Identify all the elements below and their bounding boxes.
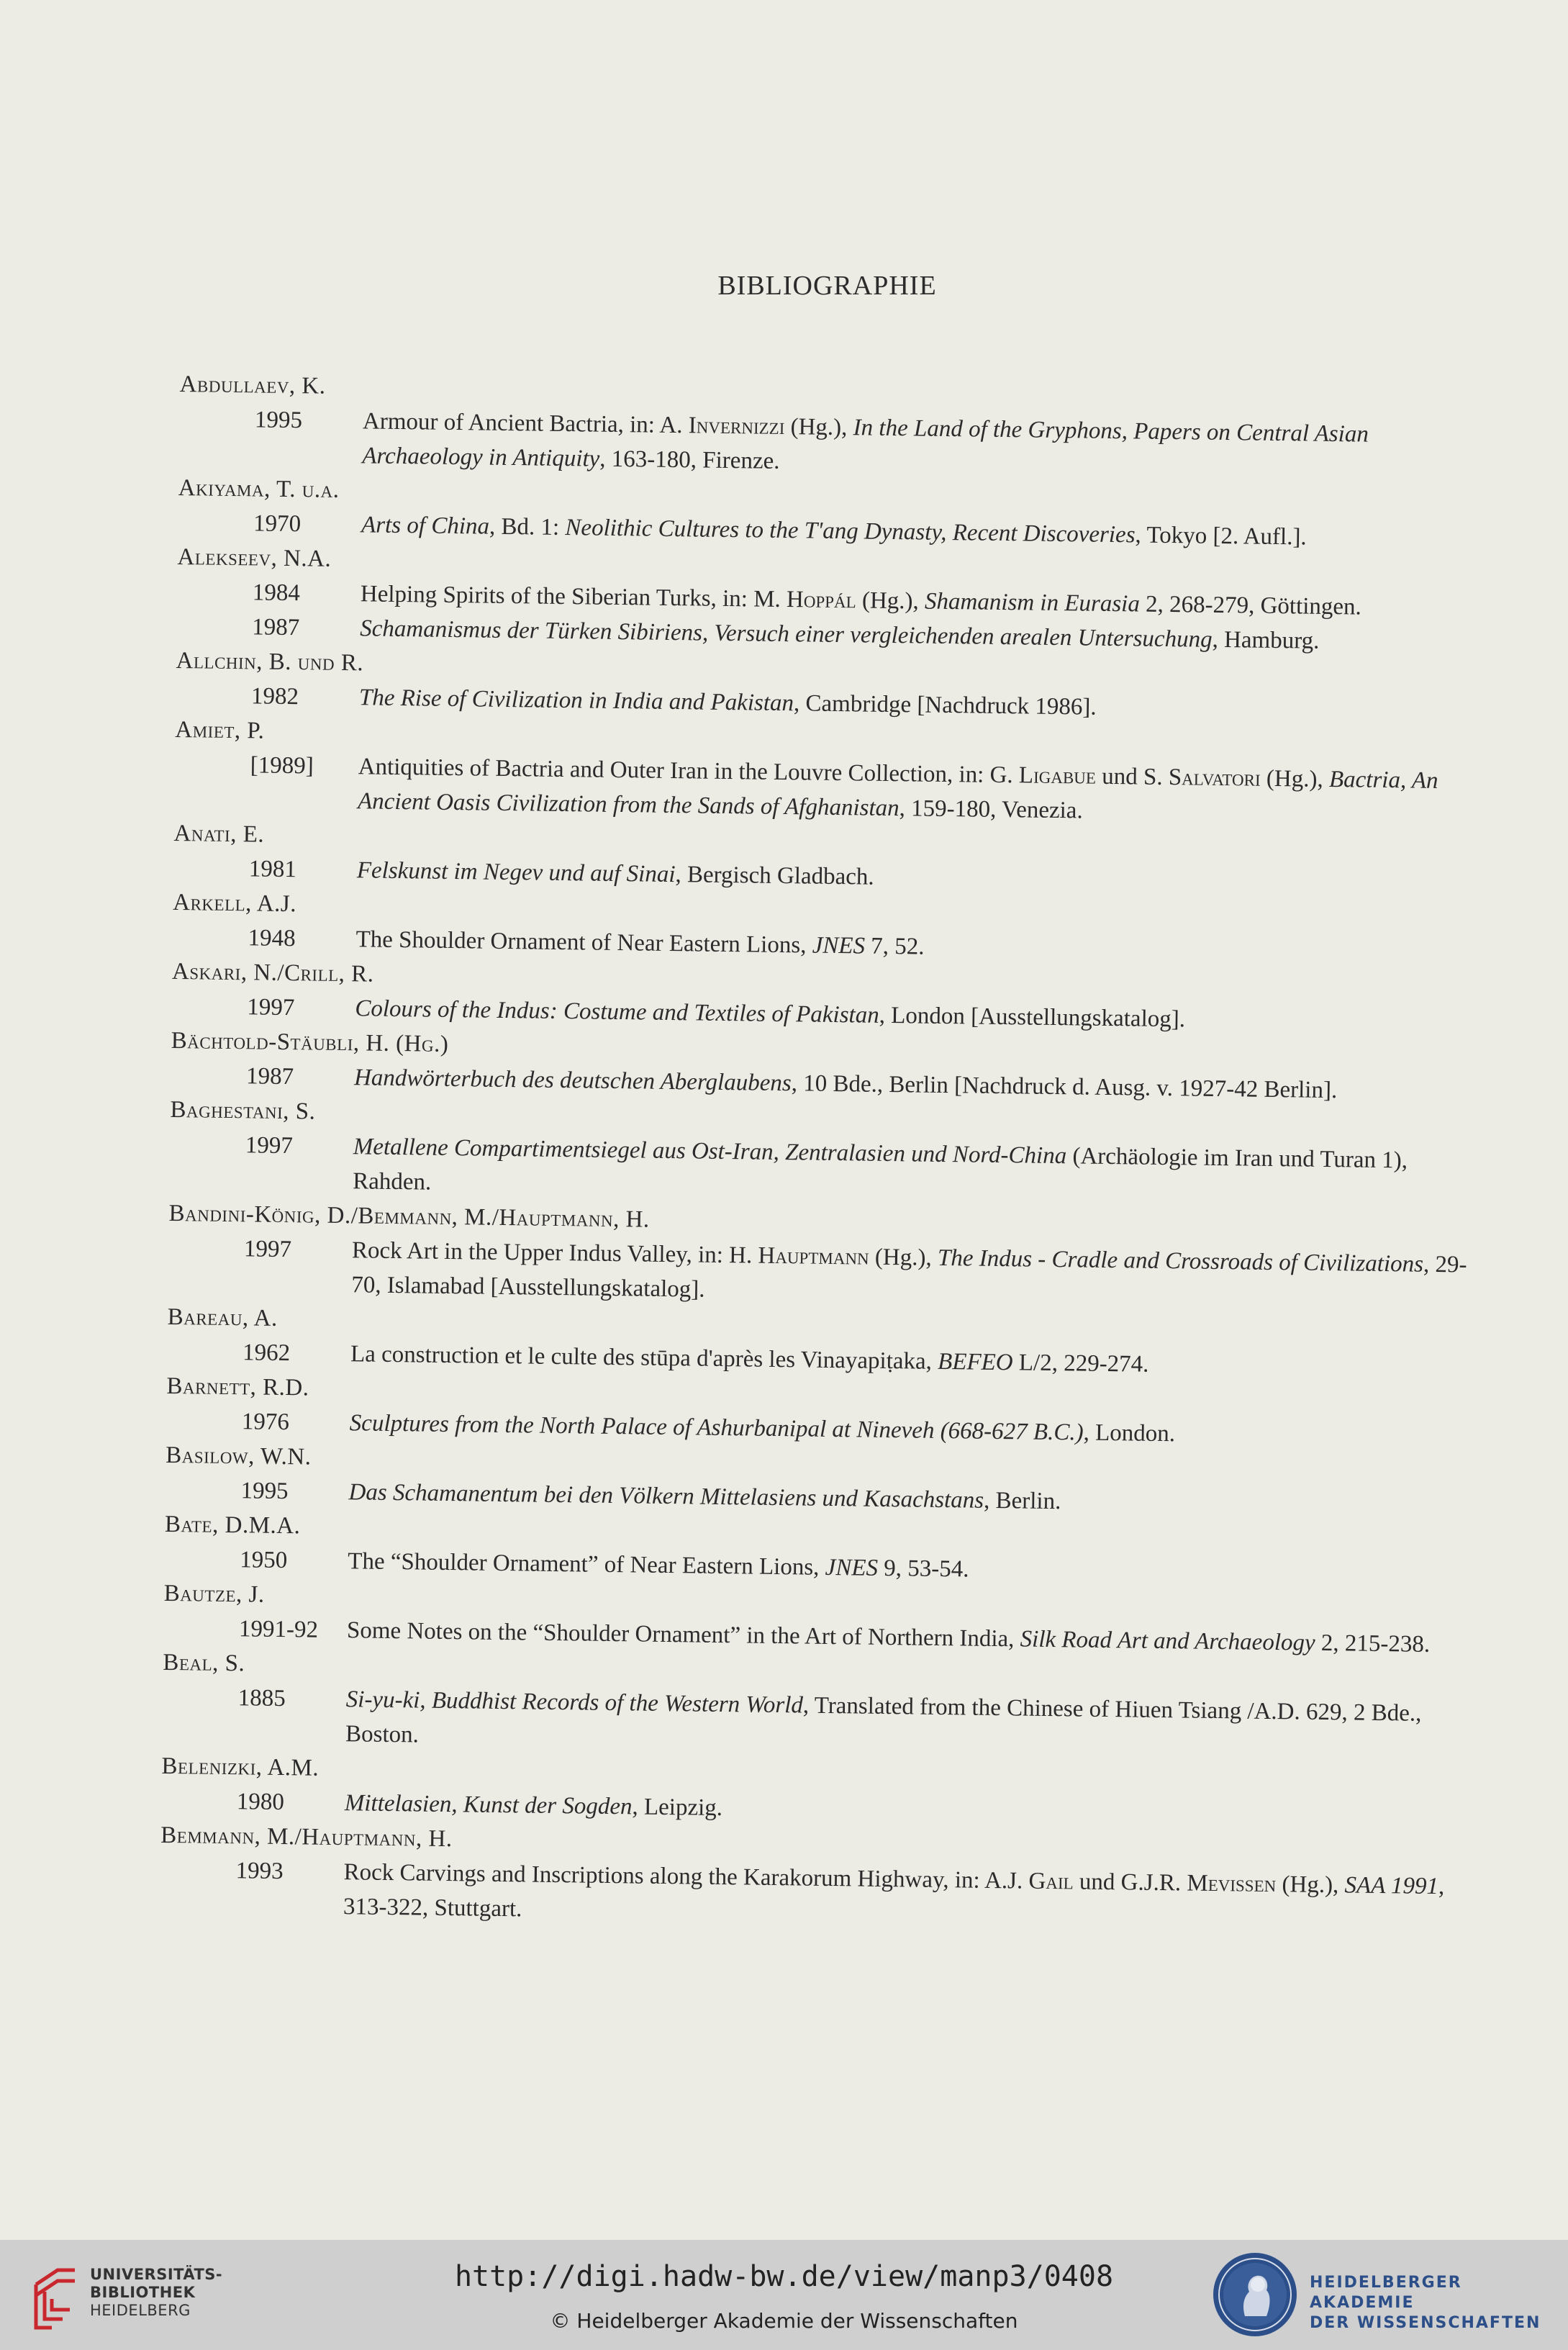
- bib-author: Anati, E.: [173, 820, 265, 848]
- bib-text-part: 9, 53-54.: [877, 1555, 969, 1583]
- academy-seal-icon[interactable]: [1210, 2250, 1300, 2339]
- bib-entry-text: [351, 1233, 1478, 1316]
- bib-title-italic: JNES: [812, 932, 866, 959]
- bib-author: Barnett, R.D.: [166, 1373, 309, 1401]
- bib-text-part: , Tokyo [2. Aufl.].: [1135, 522, 1307, 551]
- bib-entry-text: [358, 749, 1485, 833]
- bib-text-part: , Translated from the Chinese of Hiuen Tsiang /A.D. 629, 2 Bde., Boston.: [345, 1692, 1422, 1748]
- bib-text-part: , Hamburg.: [1212, 626, 1320, 654]
- bib-text-part: Antiquities of Bactria and Outer Iran in the Louvre Collection, in: G.: [358, 754, 1020, 789]
- bib-entry-year: 1995: [254, 407, 303, 434]
- bib-text-part: , London.: [1083, 1419, 1176, 1447]
- bib-entry-year: 1997: [247, 994, 295, 1021]
- bib-author: Bareau, A.: [167, 1303, 278, 1332]
- permalink-url[interactable]: http://digi.hadw-bw.de/view/manp3/0408: [454, 2260, 1114, 2293]
- bib-text-part: , 313-322, Stuttgart.: [343, 1874, 1445, 1922]
- bib-author: Arkell, A.J.: [173, 889, 297, 918]
- bib-title-italic: The Rise of Civilization in India and Pakistan: [358, 684, 794, 717]
- bib-text-part: Rock Art in the Upper Indus Valley, in: H.: [351, 1237, 758, 1269]
- bib-title-italic: Neolithic Cultures to the T'ang Dynasty, Recent Discoveries: [565, 515, 1136, 548]
- bib-entry-year: 1987: [252, 614, 300, 641]
- library-name-line: HEIDELBERG: [90, 2302, 191, 2319]
- bib-entry-year: 1970: [253, 510, 302, 538]
- bib-entry-year: 1997: [243, 1236, 292, 1263]
- bib-author: Abdullaev, K.: [179, 371, 326, 399]
- bib-text-part: (Hg.),: [869, 1244, 938, 1271]
- bib-entry-year: 1984: [252, 579, 301, 607]
- bib-title-italic: Arts of China: [361, 512, 490, 540]
- bib-author: Belenizki, A.M.: [161, 1753, 320, 1781]
- bib-text-part: (Hg.),: [784, 414, 853, 441]
- bib-author: Alekseev, N.A.: [177, 543, 332, 572]
- bib-text-part: , Bd. 1:: [489, 513, 566, 541]
- bib-entry-text: [362, 404, 1489, 487]
- bib-text-part: , 163-180, Firenze.: [599, 446, 780, 474]
- academy-name[interactable]: [1310, 2273, 1568, 2333]
- bib-author: Amiet, P.: [175, 716, 265, 744]
- bib-author: Allchin, B. und R.: [176, 647, 364, 677]
- bib-title-italic: Handwörterbuch des deutschen Aberglaubens: [353, 1065, 792, 1097]
- bib-author: Akiyama, T. u.a.: [178, 474, 340, 503]
- bib-author: Baghestani, S.: [170, 1096, 316, 1125]
- bib-entry-year: [1989]: [250, 752, 314, 779]
- bib-editor-name: Ligabue: [1018, 762, 1097, 790]
- bib-title-italic: Schamanismus der Türken Sibiriens, Versuch einer vergleichenden arealen Untersuchung: [360, 615, 1213, 653]
- bib-entry-year: 1948: [248, 925, 296, 952]
- bib-author: Bandini-König, D./Bemmann, M./Hauptmann, H.: [168, 1200, 650, 1233]
- bib-author: Bemmann, M./Hauptmann, H.: [160, 1822, 453, 1853]
- bib-entry-text: [343, 1855, 1470, 1938]
- bib-text-part: L/2, 229-274.: [1012, 1350, 1149, 1378]
- bib-title-italic: Metallene Compartimentsiegel aus Ost-Iran, Zentralasien und Nord-China: [353, 1134, 1067, 1170]
- bib-text-part: Some Notes on the “Shoulder Ornament” in the Art of Northern India,: [346, 1617, 1020, 1653]
- academy-name-line: DER WISSENSCHAFTEN: [1310, 2314, 1541, 2332]
- academy-name-line: HEIDELBERGER AKADEMIE: [1310, 2274, 1462, 2312]
- bib-title-italic: The Indus - Cradle and Crossroads of Civilizations: [937, 1244, 1424, 1278]
- bib-text-part: , 10 Bde., Berlin [Nachdruck d. Ausg. v. 1927-42 Berlin].: [791, 1070, 1338, 1104]
- bibliography-list: [160, 367, 1490, 1939]
- bib-text-part: (Hg.),: [1276, 1871, 1345, 1899]
- bib-editor-name: Hoppál: [786, 587, 856, 614]
- bib-title-italic: In the Land of the Gryphons, Papers on Central Asian Archaeology in Antiquity: [362, 415, 1369, 472]
- bib-title-italic: Si-yu-ki, Buddhist Records of the Western World: [345, 1686, 804, 1719]
- bib-text-part: , Bergisch Gladbach.: [675, 862, 874, 890]
- bib-entry-year: 1995: [240, 1478, 289, 1505]
- bib-title-italic: Felskunst im Negev und auf Sinai: [356, 857, 676, 888]
- bib-title-italic: BEFEO: [937, 1348, 1013, 1376]
- bib-text-part: , 159-180, Venezia.: [899, 795, 1083, 824]
- bib-text-part: The Shoulder Ornament of Near Eastern Lions,: [355, 926, 812, 959]
- bib-text-part: (Hg.),: [1260, 765, 1330, 792]
- bib-entry-year: 1950: [240, 1547, 288, 1574]
- bib-author: Bautze, J.: [163, 1580, 265, 1608]
- bib-text-part: , 29-70, Islamabad [Ausstellungskatalog].: [351, 1251, 1467, 1303]
- bib-text-part: (Archäologie im Iran und Turan 1), Rahden.: [352, 1143, 1408, 1196]
- viewer-footer: [0, 2240, 1568, 2350]
- bib-entry-year: 1982: [250, 683, 299, 710]
- bib-title-italic: JNES: [825, 1554, 879, 1581]
- bib-author: Beal, S.: [163, 1649, 245, 1677]
- library-name-line: BIBLIOTHEK: [90, 2284, 196, 2301]
- bib-text-part: Helping Spirits of the Siberian Turks, in: M.: [360, 581, 787, 613]
- bib-entry-text: [353, 1129, 1479, 1213]
- bib-text-part: (Hg.),: [856, 587, 925, 615]
- bib-entry-year: 1993: [235, 1858, 284, 1885]
- bib-entry-year: 1962: [242, 1339, 291, 1367]
- bib-editor-name: Mevissen: [1187, 1870, 1277, 1898]
- bib-entry-year: 1991-92: [238, 1616, 319, 1643]
- bib-entry-year: 1981: [248, 856, 297, 883]
- bib-author: Askari, N./Crill, R.: [171, 958, 374, 988]
- bib-text-part: Armour of Ancient Bactria, in: A.: [362, 408, 689, 439]
- bib-entry-year: 1885: [237, 1685, 286, 1712]
- bib-author: Basilow, W.N.: [165, 1442, 312, 1470]
- bib-entry-year: 1976: [241, 1409, 290, 1436]
- bib-editor-name: Gail: [1028, 1868, 1074, 1895]
- bib-text-part: 2, 215-238.: [1315, 1630, 1431, 1658]
- bib-editor-name: Salvatori: [1168, 764, 1261, 792]
- page-title: BIBLIOGRAPHIE: [717, 271, 937, 301]
- bib-entry-year: 1987: [245, 1063, 294, 1090]
- bib-author: Bächtold-Stäubli, H. (Hg.): [171, 1027, 449, 1057]
- bib-title-italic: Das Schamanentum bei den Völkern Mittelasiens und Kasachstans: [348, 1479, 984, 1514]
- bib-text-part: , Cambridge [Nachdruck 1986].: [793, 690, 1097, 720]
- bib-author: Bate, D.M.A.: [164, 1511, 301, 1540]
- bib-title-italic: Mittelasien, Kunst der Sogden: [344, 1790, 633, 1820]
- bib-title-italic: Colours of the Indus: Costume and Textiles of Pakistan: [355, 995, 879, 1029]
- bib-editor-name: Hauptmann: [758, 1242, 869, 1270]
- bib-entry-year: 1997: [245, 1132, 294, 1160]
- bib-title-italic: SAA 1991: [1344, 1872, 1439, 1900]
- bib-entry-text: [345, 1682, 1472, 1766]
- bib-title-italic: Sculptures from the North Palace of Ashurbanipal at Nineveh (668-627 B.C.): [349, 1410, 1084, 1446]
- bib-text-part: La construction et le culte des stūpa d'après les Vinayapiṭaka,: [350, 1341, 938, 1375]
- bib-entry-year: 1980: [236, 1789, 285, 1816]
- bib-title-italic: Bactria, An Ancient Oasis Civilization from the Sands of Afghanistan: [357, 766, 1438, 822]
- bib-text-part: , Leipzig.: [632, 1794, 723, 1822]
- copyright-notice: © Heidelberger Akademie der Wissenschaften: [550, 2309, 1018, 2333]
- bib-text-part: und S.: [1095, 763, 1169, 791]
- bib-text-part: , London [Ausstellungskatalog].: [879, 1002, 1186, 1033]
- bib-title-italic: Silk Road Art and Archaeology: [1020, 1626, 1315, 1656]
- bib-title-italic: Shamanism in Eurasia: [924, 588, 1141, 618]
- bib-text-part: und G.J.R.: [1073, 1868, 1187, 1897]
- bib-text-part: The “Shoulder Ornament” of Near Eastern Lions,: [348, 1548, 825, 1581]
- bib-editor-name: Invernizzi: [688, 412, 785, 440]
- bib-text-part: 2, 268-279, Göttingen.: [1139, 591, 1362, 620]
- bib-text-part: , Berlin.: [983, 1487, 1061, 1515]
- bib-text-part: 7, 52.: [864, 933, 925, 960]
- library-name-line: UNIVERSITÄTS-: [90, 2266, 223, 2283]
- bib-text-part: Rock Carvings and Inscriptions along the Karakorum Highway, in: A.J.: [343, 1859, 1029, 1894]
